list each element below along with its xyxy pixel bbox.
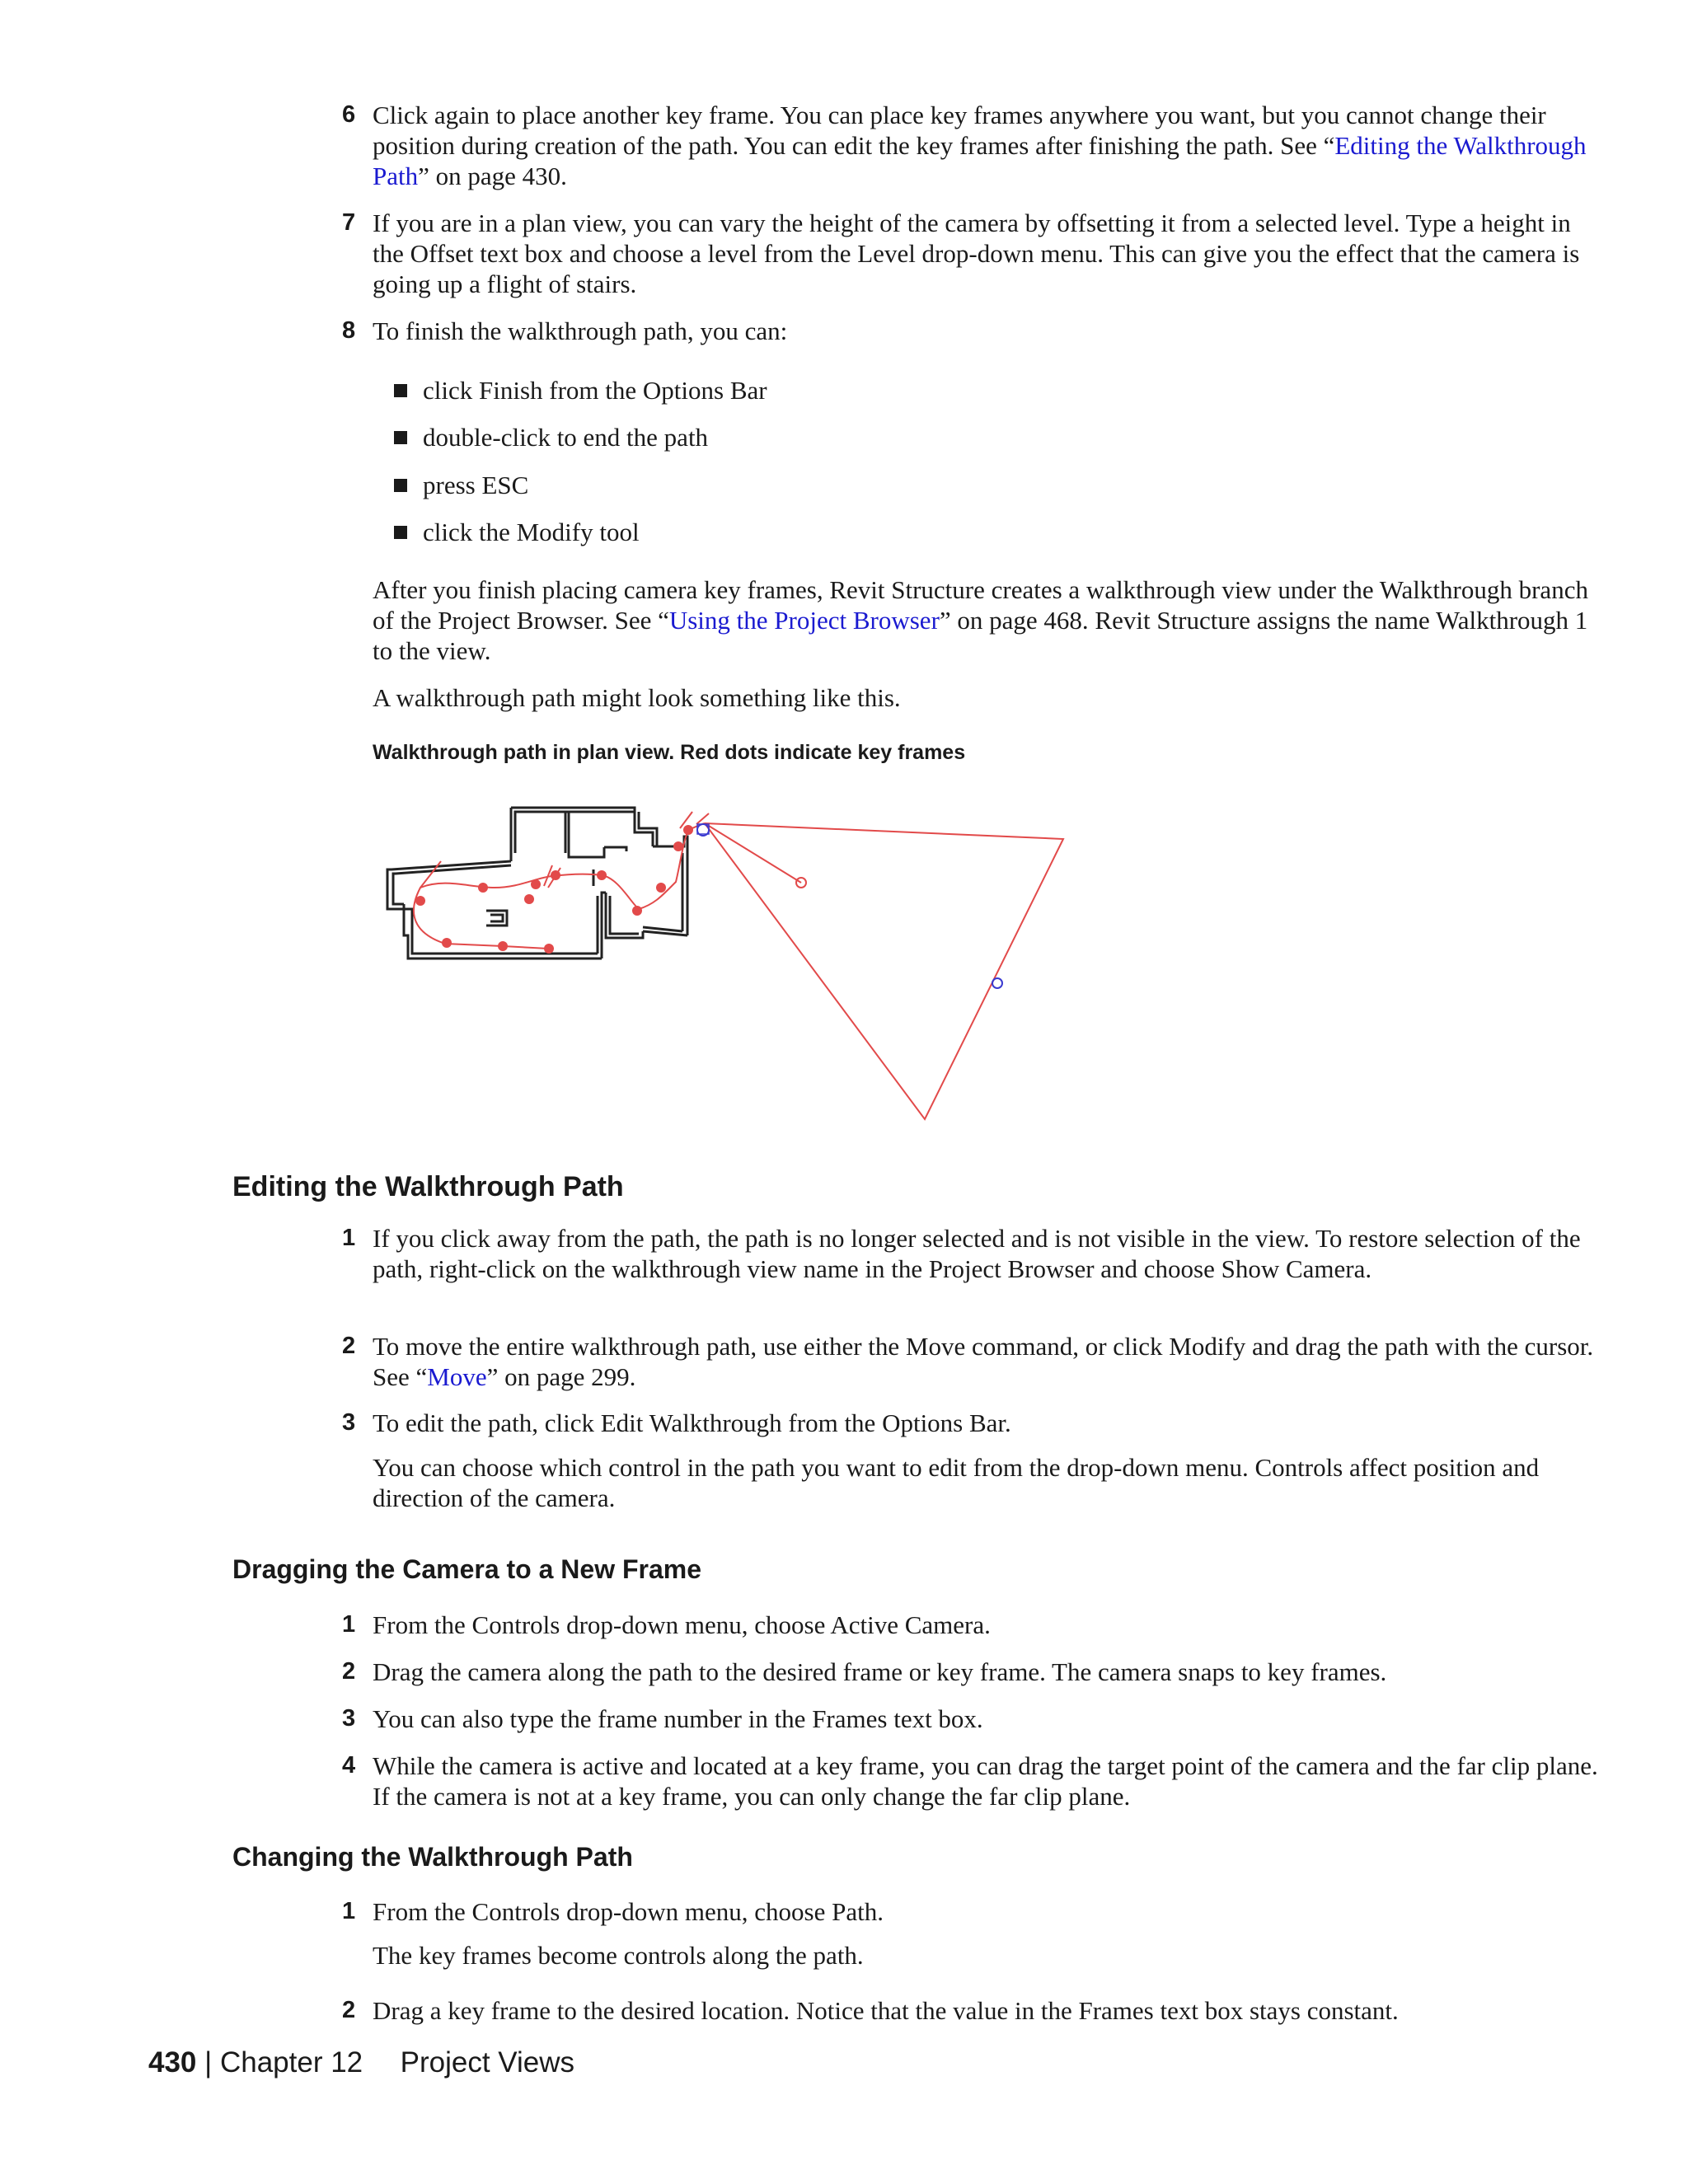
step-text: To finish the walkthrough path, you can:: [373, 316, 788, 345]
key-frame-dot: [442, 938, 452, 948]
step-number: 2: [342, 1658, 356, 1685]
step-text: To move the entire walkthrough path, use either the Move command, or click Modify and drag the path with the cursor. See “Move” on page 299.: [373, 1332, 1594, 1391]
step-text: From the Controls drop-down menu, choose Active Camera.: [373, 1610, 991, 1639]
far-clip-control-icon: [992, 978, 1002, 988]
key-frame-dot: [673, 841, 683, 851]
footer-title: Project Views: [400, 2046, 574, 2079]
step-text: You can also type the frame number in the Frames text box.: [373, 1704, 983, 1733]
key-frame-dot: [597, 870, 607, 880]
step-number: 8: [342, 317, 356, 344]
step-text: To edit the path, click Edit Walkthrough from the Options Bar.: [373, 1408, 1011, 1437]
step-text: If you are in a plan view, you can vary the height of the camera by offsetting it from a selected level. Type a height in the Offset text box and choose a level from the Level drop-down menu. This can give you the effect that the camera is going up a flight of stairs.: [373, 209, 1580, 298]
section1-step-3: [342, 1408, 1603, 1438]
key-frame-dot: [524, 894, 534, 904]
section2-step-2: [342, 1657, 1603, 1687]
page-footer: [148, 2046, 574, 2080]
step-text: From the Controls drop-down menu, choose Path.: [373, 1897, 884, 1926]
bullet-item: click Finish from the Options Bar: [394, 375, 1548, 405]
key-frame-dot: [478, 883, 488, 893]
bullet-item: click the Modify tool: [394, 517, 1548, 547]
section-heading-dragging-camera: Dragging the Camera to a New Frame: [232, 1554, 702, 1584]
step-number: 2: [342, 1997, 356, 2023]
step-number: 1: [342, 1611, 356, 1638]
step-text: Drag a key frame to the desired location. Notice that the value in the Frames text box stays constant.: [373, 1996, 1399, 2025]
step-number: 7: [342, 209, 356, 236]
key-frame-dot: [656, 883, 666, 893]
step-number: 4: [342, 1752, 356, 1779]
step-number: 2: [342, 1333, 356, 1359]
bullet-marker: [394, 526, 407, 539]
bullet-marker: [394, 384, 407, 397]
after-finish-paragraph: After you finish placing camera key frames, Revit Structure creates a walkthrough view under the Walkthrough branch of the Project Browser. See “Using the Project Browser” on page 468. Revit Structure assigns the name Walkthrough 1 to the view.: [373, 575, 1588, 665]
key-frame-dot: [683, 825, 693, 835]
key-frame-dot: [415, 896, 425, 906]
section1-step-1: [342, 1223, 1603, 1284]
bullet-marker: [394, 479, 407, 492]
key-frame-dots: [415, 825, 693, 954]
step-number: 6: [342, 101, 356, 128]
step-7: [342, 208, 1603, 299]
camera-marker: [697, 824, 709, 836]
step-text: If you click away from the path, the path is no longer selected and is not visible in the view. To restore selection of the path, right-click on the walkthrough view name in the Project Browser and choose Show Camera.: [373, 1224, 1581, 1283]
step-8: [342, 316, 1603, 346]
section1-note: You can choose which control in the path you want to edit from the drop-down menu. Controls affect position and direction of the camera.: [373, 1453, 1540, 1512]
bullet-marker: [394, 431, 407, 444]
figure-caption: Walkthrough path in plan view. Red dots indicate key frames: [373, 741, 966, 764]
path-intro-paragraph: A walkthrough path might look something like this.: [373, 683, 901, 712]
step-number: 1: [342, 1898, 356, 1924]
section1-step-2: [342, 1331, 1603, 1392]
section3-note: The key frames become controls along the path.: [373, 1941, 864, 1970]
key-frame-dot: [531, 879, 541, 889]
section2-step-4: [342, 1750, 1603, 1811]
walkthrough-path-figure: [371, 795, 1080, 1133]
step-number: 1: [342, 1225, 356, 1251]
step-6: [342, 100, 1603, 191]
step-text: While the camera is active and located at a key frame, you can drag the target point of the camera and the far clip plane. If the camera is not at a key frame, you can only change the far clip plane.: [373, 1751, 1598, 1811]
page-number: 430: [148, 2046, 197, 2079]
link-using-project-browser[interactable]: Using the Project Browser: [668, 606, 940, 635]
step-text: Drag the camera along the path to the desired frame or key frame. The camera snaps to key frames.: [373, 1657, 1387, 1686]
step-text: Click again to place another key frame. You can place key frames anywhere you want, but you cannot change their position during creation of the path. You can edit the key frames after finishing the path. See “Editing the Walkthrough Path” on page 430.: [373, 101, 1587, 190]
bullet-item: double-click to end the path: [394, 422, 1548, 452]
key-frame-dot: [632, 906, 642, 916]
step-number: 3: [342, 1705, 356, 1732]
section2-step-1: [342, 1610, 1603, 1640]
link-move[interactable]: Move: [427, 1362, 487, 1391]
section2-step-3: [342, 1704, 1603, 1734]
key-frame-dot: [551, 870, 560, 880]
section-heading-editing-walkthrough-path: Editing the Walkthrough Path: [232, 1171, 624, 1202]
key-frame-dot: [498, 941, 508, 951]
section3-step-1: [342, 1896, 1603, 1927]
step-number: 3: [342, 1409, 356, 1436]
footer-chapter: Chapter 12: [219, 2046, 363, 2079]
key-frame-dot: [544, 944, 554, 954]
footer-separator: |: [204, 2046, 220, 2079]
link-editing-walkthrough-path[interactable]: Editing the Walkthrough Path: [373, 131, 1587, 190]
section3-step-2: [342, 1995, 1603, 2026]
bullet-item: press ESC: [394, 470, 1548, 500]
section-heading-changing-walkthrough-path: Changing the Walkthrough Path: [232, 1842, 633, 1872]
